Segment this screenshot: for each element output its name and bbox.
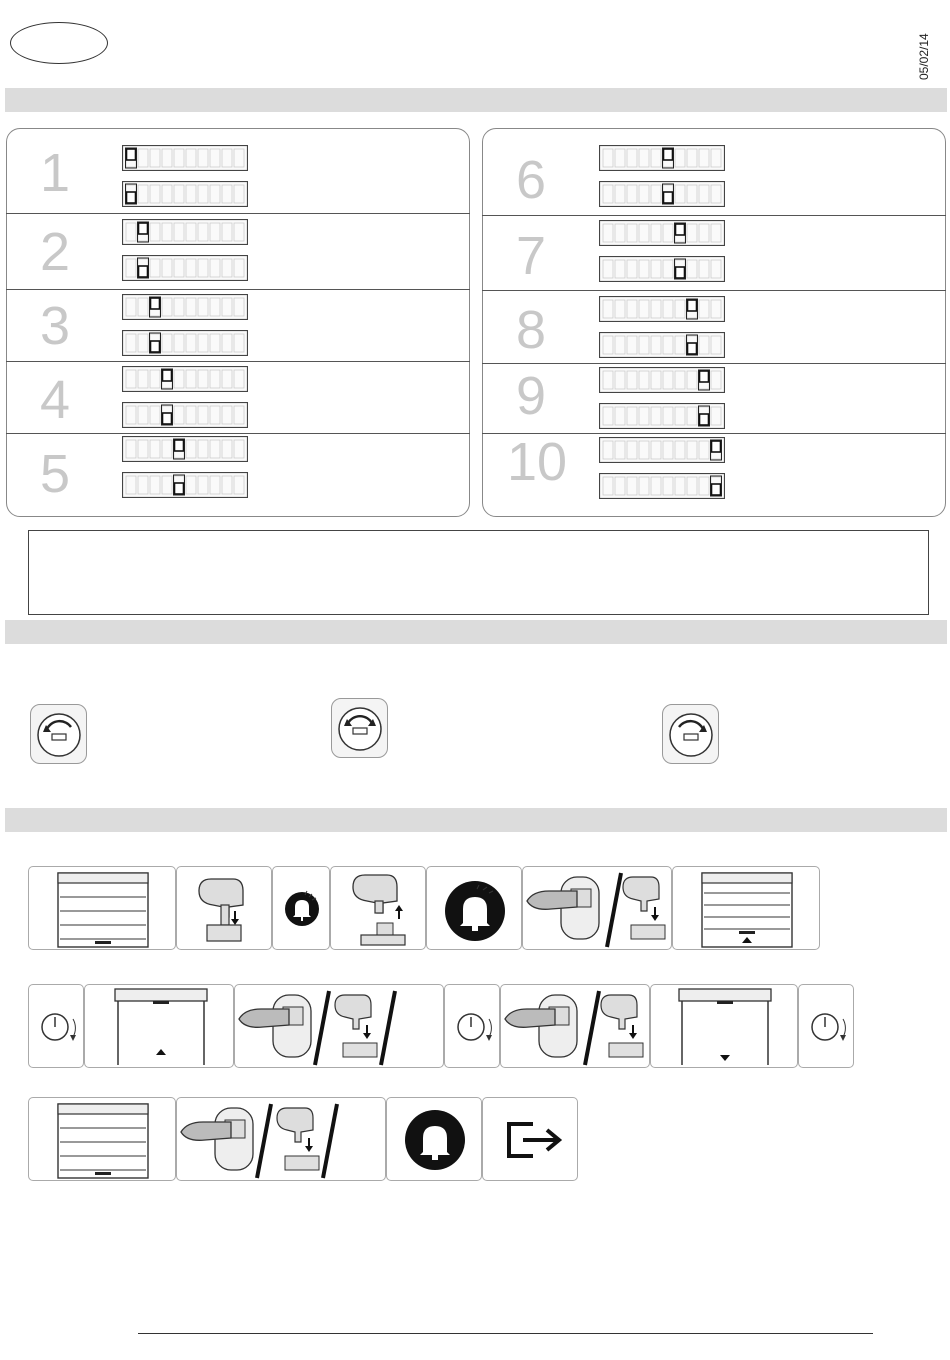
timer-icon	[798, 984, 854, 1068]
dip-lever	[700, 371, 709, 382]
dip-switch	[122, 472, 248, 498]
dip-lever	[163, 370, 172, 381]
door-opening-icon	[672, 866, 820, 950]
divider	[6, 433, 470, 434]
dip-lever	[676, 267, 685, 278]
document-date	[905, 30, 945, 80]
door-closed-icon	[28, 1097, 176, 1181]
step-number: 5	[39, 444, 71, 504]
dip-lever	[688, 300, 697, 311]
dip-switch	[599, 332, 725, 358]
bell-flash-icon	[272, 866, 330, 950]
section-header-bar	[5, 620, 947, 644]
dip-switch	[122, 145, 248, 171]
divider	[6, 213, 470, 214]
remote-or-button-icon	[176, 1097, 386, 1181]
timer-icon	[28, 984, 84, 1068]
remote-or-button-icon	[522, 866, 672, 950]
dip-lever	[712, 484, 721, 495]
dip-lever	[127, 192, 136, 203]
dip-switch	[122, 436, 248, 462]
section-header-bar	[5, 88, 947, 112]
door-closed-icon	[28, 866, 176, 950]
divider	[6, 361, 470, 362]
dip-lever	[163, 413, 172, 424]
section-header-bar	[5, 808, 947, 832]
dip-switch	[599, 220, 725, 246]
release-button-icon	[330, 866, 426, 950]
dip-switch	[599, 145, 725, 171]
dip-lever	[676, 224, 685, 235]
logo	[10, 22, 108, 64]
note-box	[28, 530, 929, 615]
dip-switch	[599, 181, 725, 207]
rotate-right-icon	[662, 704, 719, 764]
step-number: 7	[515, 226, 547, 286]
dip-switch	[122, 294, 248, 320]
dip-switch	[122, 181, 248, 207]
divider	[482, 290, 946, 291]
press-button-icon	[176, 866, 272, 950]
remote-or-button-icon	[234, 984, 444, 1068]
step-number: 6	[515, 150, 547, 210]
dip-lever	[664, 192, 673, 203]
rotate-left-icon	[30, 704, 87, 764]
dip-lever	[712, 441, 721, 452]
dip-switch	[122, 219, 248, 245]
bell-flash-large-icon	[426, 866, 522, 950]
dip-lever	[700, 414, 709, 425]
rotate-both-icon	[331, 698, 388, 758]
remote-or-button-icon	[500, 984, 650, 1068]
dip-switch	[122, 330, 248, 356]
dip-lever	[688, 343, 697, 354]
step-number: 4	[39, 370, 71, 430]
step-number: 2	[39, 222, 71, 282]
date-text: 05/02/14	[917, 33, 931, 80]
timer-icon	[444, 984, 500, 1068]
bell-icon	[386, 1097, 482, 1181]
dip-switch	[599, 403, 725, 429]
door-closing-icon	[650, 984, 798, 1068]
dip-switch	[599, 296, 725, 322]
step-number: 3	[39, 296, 71, 356]
dip-switch	[599, 256, 725, 282]
dip-lever	[151, 298, 160, 309]
dip-lever	[664, 149, 673, 160]
dip-switch	[599, 473, 725, 499]
dip-lever	[127, 149, 136, 160]
step-number: 10	[506, 432, 568, 492]
dip-switch	[122, 255, 248, 281]
dip-lever	[139, 223, 148, 234]
dip-lever	[175, 483, 184, 494]
door-open-icon	[84, 984, 234, 1068]
step-number: 9	[515, 366, 547, 426]
step-number: 8	[515, 300, 547, 360]
divider	[482, 363, 946, 364]
dip-switch	[122, 402, 248, 428]
footer-rule	[138, 1333, 873, 1334]
step-number: 1	[39, 143, 71, 203]
dip-switch	[599, 367, 725, 393]
dip-switch	[599, 437, 725, 463]
dip-lever	[175, 440, 184, 451]
divider	[482, 215, 946, 216]
dip-lever	[139, 266, 148, 277]
dip-switch	[122, 366, 248, 392]
exit-icon	[482, 1097, 578, 1181]
divider	[6, 289, 470, 290]
dip-lever	[151, 341, 160, 352]
